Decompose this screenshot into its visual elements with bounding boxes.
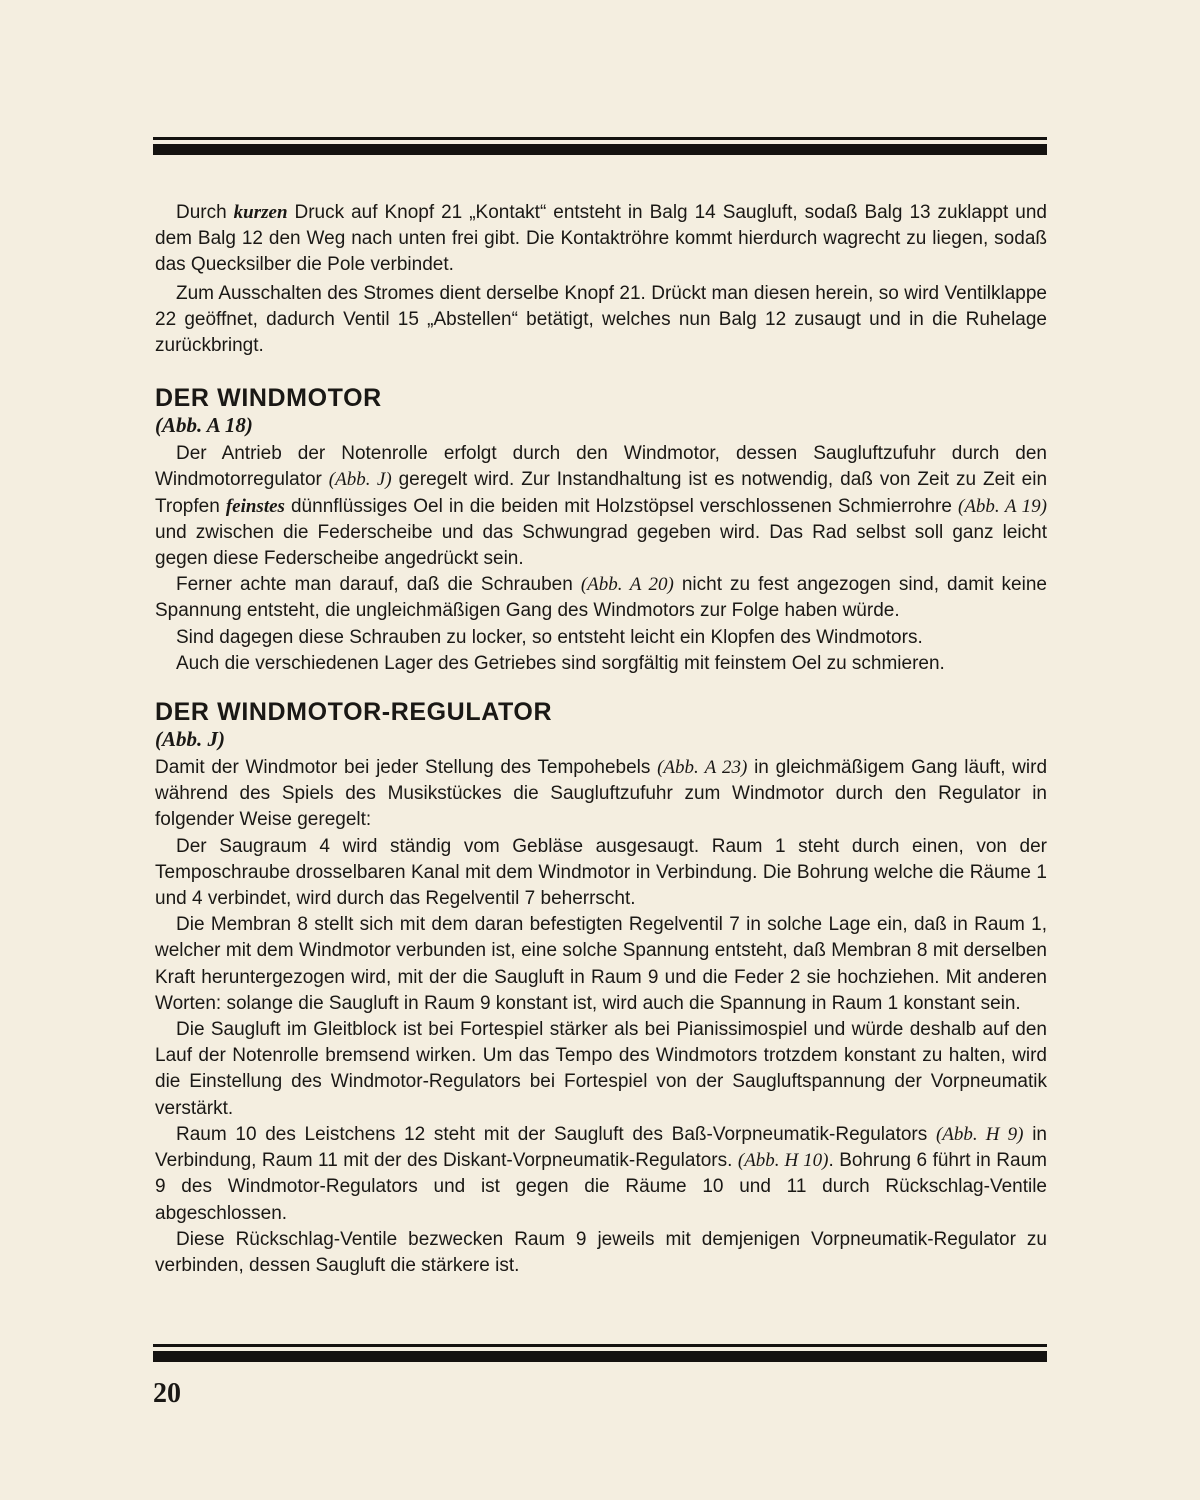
windmotor-paragraph-1: Der Antrieb der Notenrolle erfolgt durch den Windmotor, dessen Saugluftzufuhr durch den Windmotorregulator (Abb. J) geregelt wird. Zur Instandhaltung ist es notwendig, daß von Zeit zu Zeit ein Tropfen feinstes dünnflüssiges Oel in die beiden mit Holzstöpsel verschlossenen Schmierrohre (Abb. A 19) und zwischen die Federscheibe und das Schwungrad gegeben wird. Das Rad selbst soll ganz leicht gegen diese Federscheibe angedrückt sein. bbox=[155, 443, 1048, 570]
regulator-paragraph-1: Damit der Windmotor bei jeder Stellung des Tempohebels (Abb. A 23) in gleichmäßigem Gang läuft, wird während des Spiels des Musikstückes die Saugluftzufuhr zum Windmotor durch den Regulator in folgender Weise geregelt: bbox=[155, 757, 1048, 831]
page-body bbox=[155, 200, 1047, 1279]
emphasis-feinstes: feinstes bbox=[225, 495, 285, 517]
figure-reference: (Abb. H 9) bbox=[935, 1123, 1024, 1145]
windmotor-paragraph-2: Ferner achte man darauf, daß die Schrauben (Abb. A 20) nicht zu fest angezogen sind, damit keine Spannung entsteht, die ungleichmäßigen Gang des Windmotors zur Folge haben würde. bbox=[155, 574, 1047, 622]
section-regulator bbox=[155, 697, 1047, 1279]
regulator-paragraph-6: Diese Rückschlag-Ventile bezwecken Raum 9 jeweils mit demjenigen Vorpneumatik-Regulator zu verbinden, dessen Saugluft die stärkere ist. bbox=[155, 1228, 1047, 1276]
bottom-rule bbox=[153, 1344, 1047, 1362]
intro-paragraph-2: Zum Ausschalten des Stromes dient derselbe Knopf 21. Drückt man diesen herein, so wird Ventilklappe 22 geöffnet, dadurch Ventil 15 „Abstellen“ betätigt, welches nun Balg 12 zusaugt und in die Ruhelage zurückbringt. bbox=[155, 282, 1047, 357]
section-heading: DER WINDMOTOR-REGULATOR bbox=[155, 698, 553, 727]
windmotor-paragraph-4: Auch die verschiedenen Lager des Getriebes sind sorgfältig mit feinstem Oel zu schmieren. bbox=[176, 652, 945, 674]
figure-reference: (Abb. H 10) bbox=[737, 1150, 829, 1172]
figure-reference: (Abb. A 18) bbox=[155, 413, 253, 438]
top-rule bbox=[153, 137, 1047, 155]
figure-reference: (Abb. J) bbox=[328, 469, 392, 491]
regulator-paragraph-4: Die Saugluft im Gleitblock ist bei Fortespiel stärker als bei Pianissimospiel und würde deshalb auf den Lauf der Notenrolle bremsend wirken. Um das Tempo des Windmotors trotzdem konstant zu halten, wird die Einstellung des Windmotor-Regulators bei Fortespiel von der Saugluftspannung der Vorpneumatik verstärkt. bbox=[155, 1019, 1047, 1119]
regulator-paragraph-3: Die Membran 8 stellt sich mit dem daran befestigten Regelventil 7 in solche Lage ein, daß in Raum 1, welcher mit dem Windmotor verbunden ist, eine solche Spannung entsteht, daß Membran 8 mit derselben Kraft heruntergezogen wird, mit der die Saugluft in Raum 9 und die Feder 2 sie hochziehen. Mit anderen Worten: solange die Saugluft in Raum 9 konstant ist, wird auch die Spannung in Raum 1 konstant sein. bbox=[155, 914, 1047, 1014]
figure-reference: (Abb. A 23) bbox=[657, 757, 748, 779]
figure-reference: (Abb. J) bbox=[155, 727, 225, 752]
section-windmotor bbox=[155, 383, 1047, 677]
section-heading: DER WINDMOTOR bbox=[155, 384, 382, 413]
page-number: 20 bbox=[153, 1378, 181, 1409]
figure-reference: (Abb. A 20) bbox=[580, 574, 674, 596]
windmotor-paragraph-3: Sind dagegen diese Schrauben zu locker, so entsteht leicht ein Klopfen des Windmotors. bbox=[176, 626, 923, 648]
regulator-paragraph-5: Raum 10 des Leistchens 12 steht mit der Saugluft des Baß-Vorpneumatik-Regulators (Abb. H 9) in Verbindung, Raum 11 mit der des Diskant-Vorpneumatik-Regulators. (Abb. H 10). Bohrung 6 führt in Raum 9 des Windmotor-Regulators und ist gegen die Räume 10 und 11 durch Rückschlag-Ventile abgeschlossen. bbox=[155, 1123, 1047, 1224]
intro-paragraph-1: Durch kurzen Druck auf Knopf 21 „Kontakt“ entsteht in Balg 14 Saugluft, sodaß Balg 13 zuklappt und dem Balg 12 den Weg nach unten frei gibt. Die Kontaktröhre kommt hierdurch wagrecht zu liegen, sodaß das Quecksilber die Pole verbindet. bbox=[155, 202, 1047, 276]
figure-reference: (Abb. A 19) bbox=[958, 495, 1047, 517]
regulator-paragraph-2: Der Saugraum 4 wird ständig vom Gebläse ausgesaugt. Raum 1 steht durch einen, von der Temposchraube drosselbaren Kanal mit dem Windmotor in Verbindung. Die Bohrung welche die Räume 1 und 4 verbindet, wird durch das Regelventil 7 beherrscht. bbox=[155, 835, 1047, 910]
emphasis-kurzen: kurzen bbox=[233, 202, 288, 223]
